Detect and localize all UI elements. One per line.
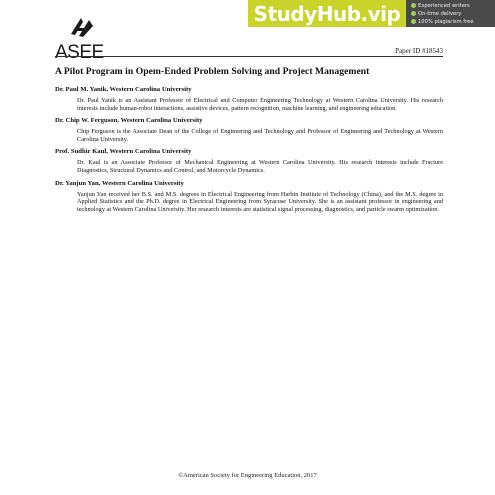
author-list — [55, 85, 443, 217]
header-rule — [55, 56, 443, 57]
banner-point: 100% plagiarism free — [411, 18, 495, 26]
author-name: Dr. Paul M. Yanik, Western Carolina University — [55, 86, 192, 93]
author-block — [55, 85, 443, 112]
promo-banner[interactable] — [248, 0, 495, 27]
banner-points — [406, 2, 495, 26]
author-name: Dr. Yanjun Yan, Western Carolina University — [55, 179, 184, 187]
author-block — [55, 147, 443, 174]
copyright-footer: ©American Society for Engineering Education, 2017 — [178, 472, 317, 479]
banner-point: On-time delivery — [411, 10, 495, 18]
asee-logo-icon — [69, 16, 95, 38]
author-name: Dr. Chip W. Ferguson, Western Carolina University — [55, 117, 203, 125]
check-icon — [411, 11, 416, 16]
banner-brand[interactable]: StudyHub.vip — [248, 0, 406, 27]
check-icon — [411, 19, 416, 24]
author-bio: Yanjun Yan received her B.S. and M.S. degrees in Electrical Engineering from Harbin Institute of Technology (China), and the M.S. degree in Applied Statistics and the Ph.D. degree in Electrical Engineering from Syracuse University. She is an assistant professor in engineering and technology at Western Carolina University. Her research interests are statistical signal processing, diagnostics, and particle swarm optimization. — [77, 190, 443, 213]
author-bio: Dr. Kaul is an Associate Professor of Mechanical Engineering at Western Carolina University. His research interests include Fracture Diagnostics, Structural Dynamics and Control, and Motorcycle Dynamics. — [77, 159, 443, 174]
author-block — [55, 179, 443, 214]
logo-text: ASEE — [55, 42, 104, 63]
author-bio: Dr. Paul Yanik is an Assistant Professor of Electrical and Computer Engineering Technology at Western Carolina University. His research interests include human-robot interactions, assistive devices, pattern recognition, machine learning, and engineering education. — [77, 97, 443, 112]
author-bio: Chip Ferguson is the Associate Dean of the College of Engineering and Technology and Professor of Engineering and Technology at Western Carolina University. — [77, 128, 443, 143]
author-block — [55, 116, 443, 143]
banner-point: Experienced writers — [411, 2, 495, 10]
check-icon — [411, 3, 416, 8]
author-name: Prof. Sudhir Kaul, Western Carolina University — [55, 148, 192, 156]
paper-id: Paper ID #18543 — [395, 47, 443, 55]
paper-title: A Pilot Program in Opem-Ended Problem Solving and Project Management — [55, 66, 370, 77]
